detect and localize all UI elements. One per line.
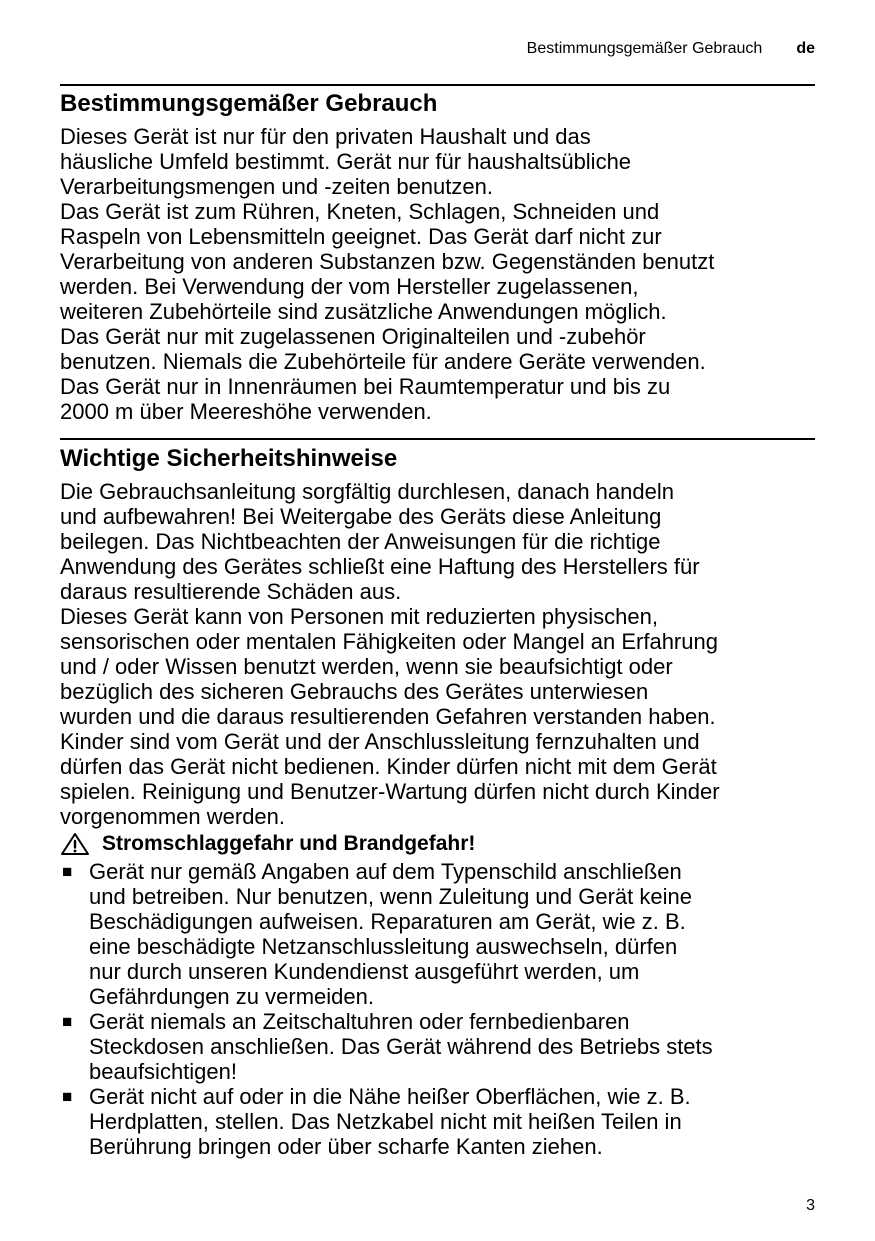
text-line: Gefährdungen zu vermeiden. [89,984,374,1009]
text-line: Verarbeitung von anderen Substanzen bzw. Gegenständen benutzt [60,249,715,274]
running-header [527,40,815,58]
list-item [60,1009,820,1084]
warning-title: Stromschlaggefahr und Brandgefahr! [102,832,476,855]
text-line: Verarbeitungsmengen und -zeiten benutzen. [60,174,493,199]
intended-use-text [60,124,820,424]
text-line: nur durch unseren Kundendienst ausgeführt werden, um [89,959,640,984]
text-line: daraus resultierende Schäden aus. [60,579,402,604]
text-line: und / oder Wissen benutzt werden, wenn sie beaufsichtigt oder [60,654,673,679]
text-line: Beschädigungen aufweisen. Reparaturen am Gerät, wie z. B. [89,909,686,934]
text-line: werden. Bei Verwendung der vom Hersteller zugelassenen, [60,274,639,299]
text-line: Dieses Gerät ist nur für den privaten Haushalt und das [60,124,591,149]
warning-triangle-icon [60,832,90,856]
text-line: wurden und die daraus resultierenden Gefahren verstanden haben. [60,704,716,729]
section-title-safety: Wichtige Sicherheitshinweise [60,445,398,472]
text-line: benutzen. Niemals die Zubehörteile für andere Geräte verwenden. [60,349,706,374]
text-line: Das Gerät nur in Innenräumen bei Raumtemperatur und bis zu [60,374,671,399]
bullet-square-icon: ■ [62,1087,73,1106]
header-title: Bestimmungsgemäßer Gebrauch [526,40,763,57]
text-line: Die Gebrauchsanleitung sorgfältig durchlesen, danach handeln [60,479,674,504]
text-line: Kinder sind vom Gerät und der Anschlussleitung fernzuhalten und [60,729,700,754]
text-line: dürfen das Gerät nicht bedienen. Kinder dürfen nicht mit dem Gerät [60,754,717,779]
page-number: 3 [806,1197,815,1214]
safety-text [60,479,820,829]
list-item [60,1084,820,1159]
list-item [60,859,820,1009]
warning-heading [60,832,475,856]
text-line: bezüglich des sicheren Gebrauchs des Gerätes unterwiesen [60,679,649,704]
warning-list [60,859,820,1159]
text-line: Dieses Gerät kann von Personen mit reduzierten physischen, [60,604,658,629]
text-line: eine beschädigte Netzanschlussleitung auswechseln, dürfen [89,934,678,959]
bullet-square-icon: ■ [62,862,73,881]
text-line: und betreiben. Nur benutzen, wenn Zuleitung und Gerät keine [89,884,692,909]
text-line: Berührung bringen oder über scharfe Kanten ziehen. [89,1134,603,1159]
text-line: Raspeln von Lebensmitteln geeignet. Das Gerät darf nicht zur [60,224,662,249]
text-line: 2000 m über Meereshöhe verwenden. [60,399,432,424]
text-line: Gerät niemals an Zeitschaltuhren oder fernbedienbaren [89,1009,630,1034]
text-line: sensorischen oder mentalen Fähigkeiten oder Mangel an Erfahrung [60,629,718,654]
text-line: und aufbewahren! Bei Weitergabe des Geräts diese Anleitung [60,504,662,529]
bullet-square-icon: ■ [62,1012,73,1031]
text-line: beilegen. Das Nichtbeachten der Anweisungen für die richtige [60,529,661,554]
text-line: Gerät nur gemäß Angaben auf dem Typenschild anschließen [89,859,682,884]
text-line: häusliche Umfeld bestimmt. Gerät nur für haushaltsübliche [60,149,632,174]
text-line: Herdplatten, stellen. Das Netzkabel nicht mit heißen Teilen in [89,1109,682,1134]
text-line: spielen. Reinigung und Benutzer-Wartung dürfen nicht durch Kinder [60,779,720,804]
text-line: vorgenommen werden. [60,804,286,829]
text-line: Das Gerät nur mit zugelassenen Originalteilen und -zubehör [60,324,646,349]
section-divider [60,438,815,440]
text-line: beaufsichtigen! [89,1059,237,1084]
text-line: Steckdosen anschließen. Das Gerät während des Betriebs stets [89,1034,713,1059]
text-line: Das Gerät ist zum Rühren, Kneten, Schlagen, Schneiden und [60,199,660,224]
text-line: weiteren Zubehörteile sind zusätzliche Anwendungen möglich. [60,299,667,324]
section-divider [60,84,815,86]
header-language: de [796,40,815,57]
text-line: Gerät nicht auf oder in die Nähe heißer Oberflächen, wie z. B. [89,1084,691,1109]
text-line: Anwendung des Gerätes schließt eine Haftung des Herstellers für [60,554,700,579]
section-title-intended-use: Bestimmungsgemäßer Gebrauch [60,90,438,117]
